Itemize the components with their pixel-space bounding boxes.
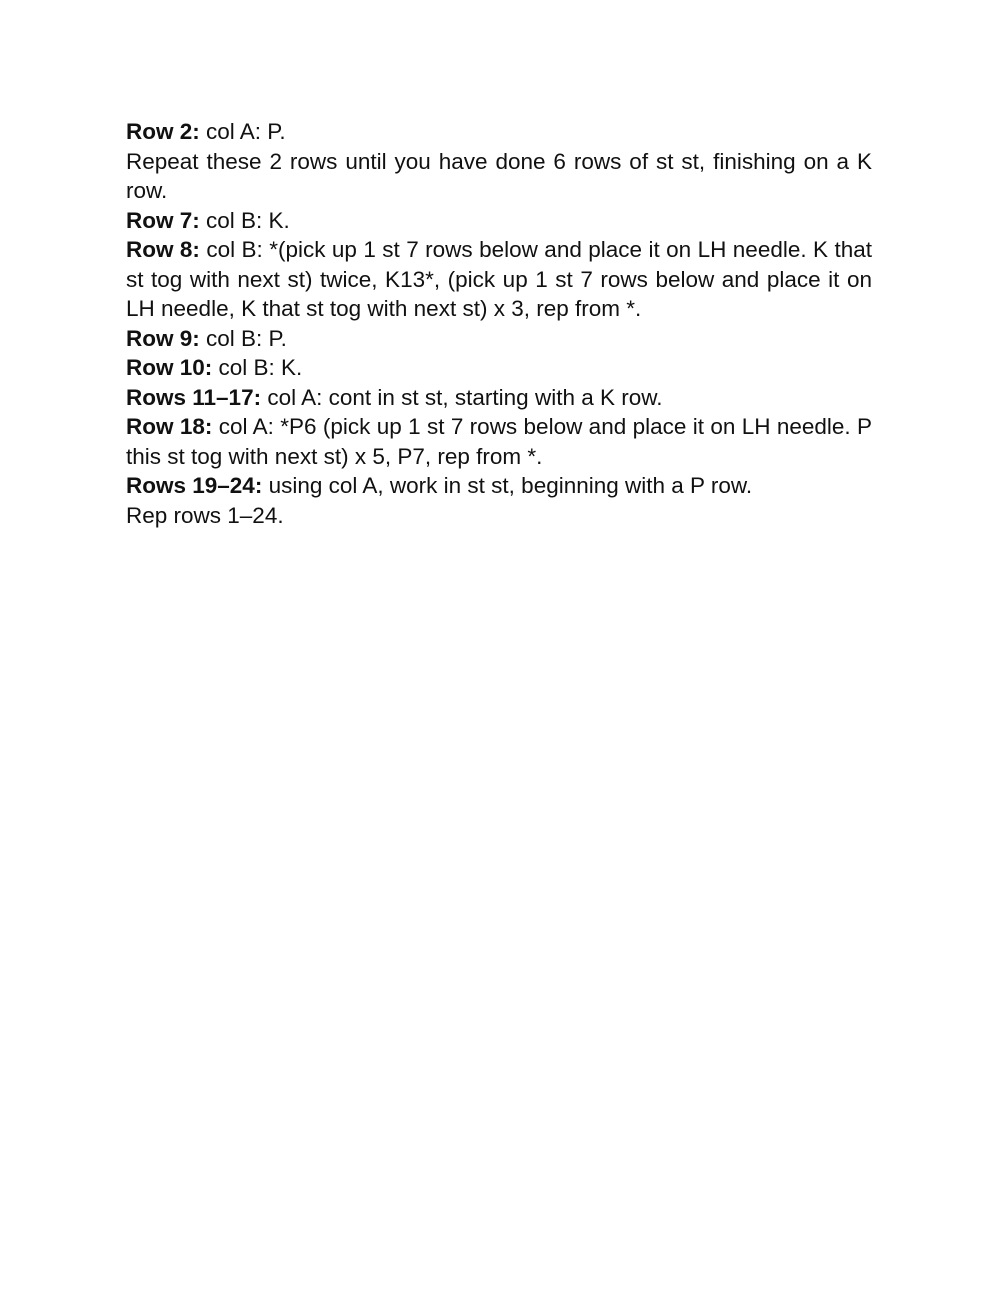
instruction-label: Row 18: [126, 414, 213, 439]
instruction-text: using col A, work in st st, beginning with a P row. [262, 473, 753, 498]
pattern-instructions [126, 117, 872, 530]
instruction-row-18 [126, 412, 872, 471]
instruction-rows-11-17 [126, 383, 872, 413]
instruction-row-2 [126, 117, 872, 147]
instruction-text: col A: P. [199, 119, 286, 144]
instruction-row-9 [126, 324, 872, 354]
instruction-label: Row 8: [126, 237, 200, 262]
instruction-repeat-note [126, 147, 872, 206]
instruction-text: col B: *(pick up 1 st 7 rows below and place it on LH needle. K that st tog with next st) twice, K13*, (pick up 1 st 7 rows below and place it on LH needle, K that st tog with next st) x 3, rep from *. [126, 237, 872, 321]
instruction-label: Row 10: [126, 355, 213, 380]
instruction-text: Rep rows 1–24. [126, 502, 284, 528]
instruction-text: col B: K. [212, 355, 303, 380]
instruction-repeat-all [126, 501, 872, 531]
instruction-row-7 [126, 206, 872, 236]
instruction-row-10 [126, 353, 872, 383]
instruction-row-8 [126, 235, 872, 324]
instruction-label: Row 7: [126, 207, 200, 233]
instruction-text: col B: K. [199, 207, 290, 233]
instruction-text: col A: *P6 (pick up 1 st 7 rows below and place it on LH needle. P this st tog with next st) x 5, P7, rep from *. [126, 414, 873, 469]
instruction-label: Rows 19–24: [126, 473, 263, 498]
instruction-label: Row 2: [126, 119, 200, 144]
instruction-label: Row 9: [126, 325, 200, 351]
instruction-rows-19-24 [126, 471, 872, 501]
instruction-text: col B: P. [199, 325, 287, 351]
instruction-label: Rows 11–17: [126, 384, 262, 410]
instruction-text: col A: cont in st st, starting with a K row. [261, 384, 663, 410]
instruction-text: Repeat these 2 rows until you have done 6 rows of st st, finishing on a K row. [126, 148, 872, 203]
